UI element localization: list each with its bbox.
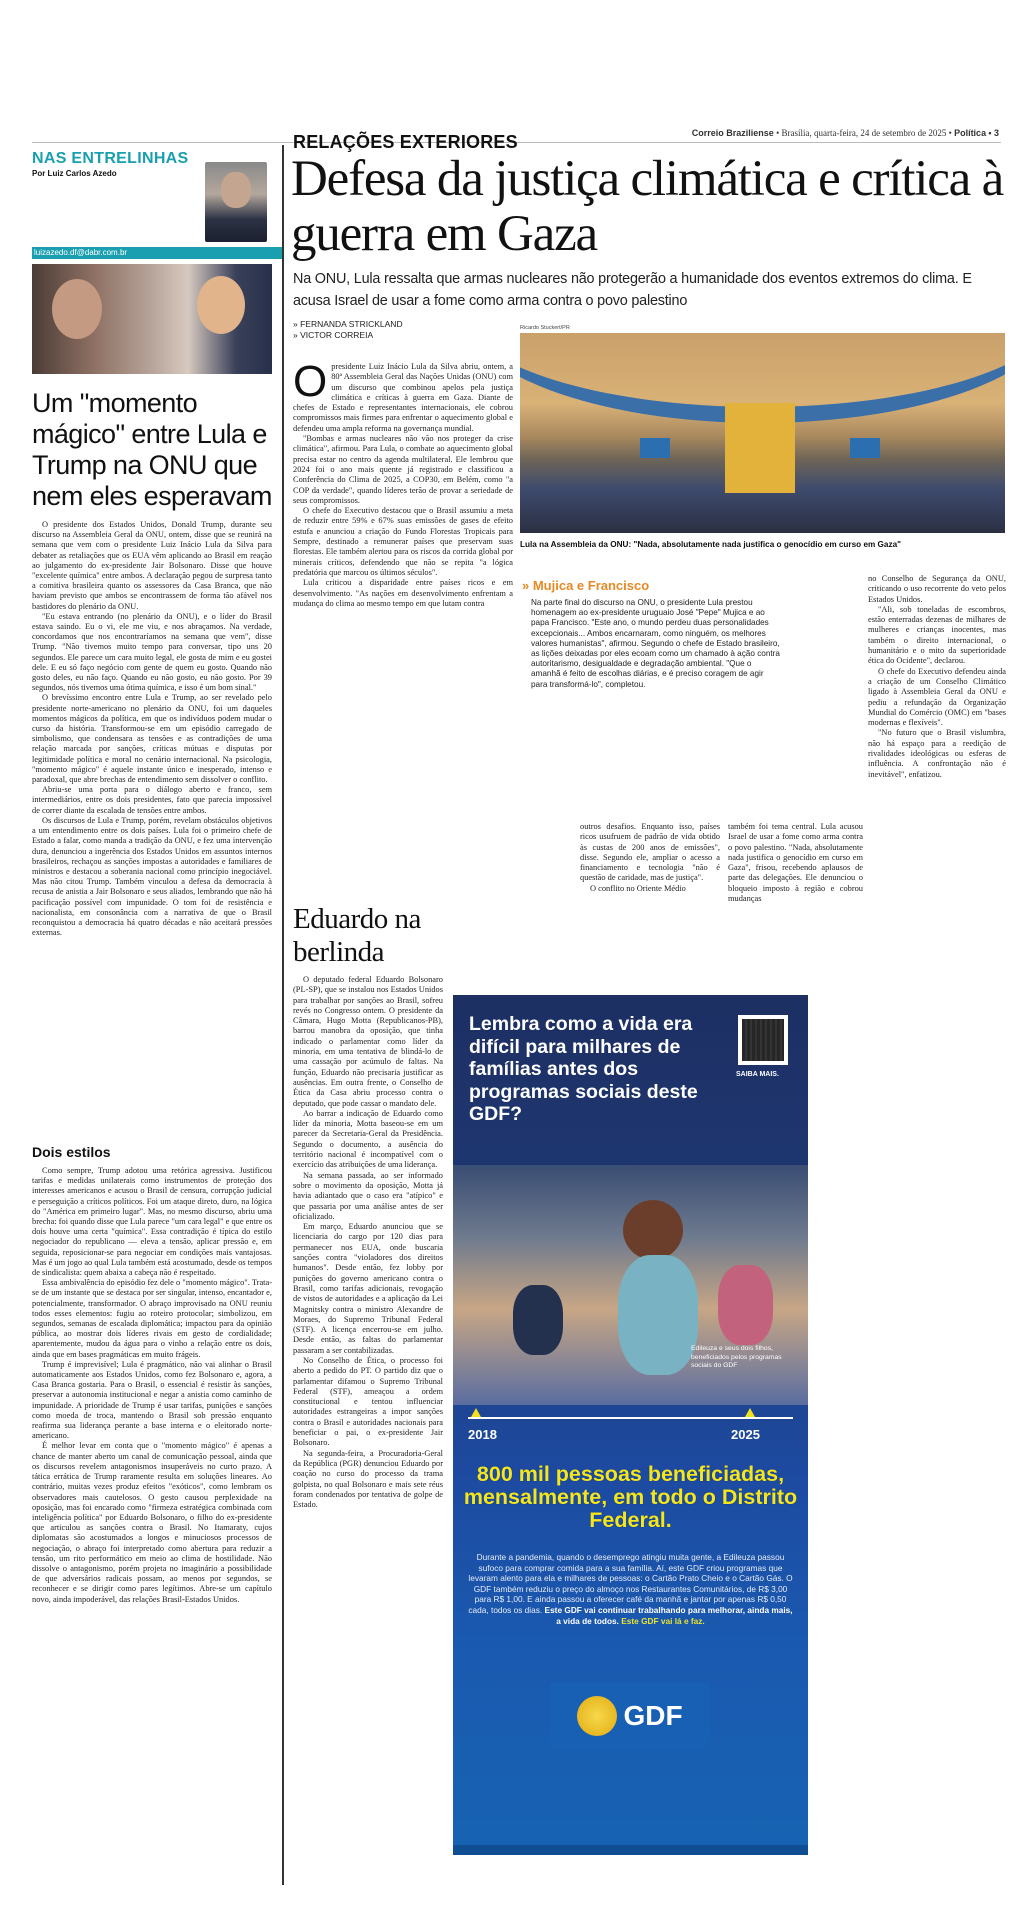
main-headline: Defesa da justiça climática e crítica à guerra em Gaza xyxy=(291,151,1004,262)
paragraph: Em março, Eduardo anunciou que se licenciaria do cargo por 120 dias para permanecer nos EUA, onde buscaria sanções contra "violadores dos direitos humanos". Desde então, fez lobby por punições do governo americano contra o Brasil, como tarifas adicionais, revogação de vistos de autoridades e a aplicação da Lei Magnitsky contra o ministro Alexandre de Moraes, do Supremo Tribunal Federal (STF). A licença encerrou-se em julho. Desde então, as faltas do parlamentar passaram a ser contabilizadas. xyxy=(293,1222,443,1355)
paragraph: Lula criticou a disparidade entre países ricos e em desenvolvimento. "As nações em desenvolvimento enfrentam a mudança do clima ao mesmo tempo em que lutam contra xyxy=(293,578,513,608)
paragraph: Abriu-se uma porta para o diálogo aberto e franco, sem intermediários, entre os dois presidentes, fato que parecia impossível de correr diante da escalada de tensões entre ambos. xyxy=(32,785,272,815)
main-body-col1 xyxy=(293,357,513,609)
photo-credit: Ricardo Stuckert/PR xyxy=(520,325,570,331)
column-body-part1 xyxy=(32,520,272,938)
main-body-col3 xyxy=(728,822,863,904)
paragraph: No Conselho de Ética, o processo foi aberto a pedido do PT. O partido diz que o parlamentar difamou o Supremo Tribunal Federal (STF), ameaçou a ordem constitucional e tentou influenciar autoridades estrangeiras a impor sanções contra o Brasil e autoridades nacionais para beneficiar o pai, o ex-presidente Jair Bolsonaro. xyxy=(293,1355,443,1448)
paragraph: Os discursos de Lula e Trump, porém, revelam obstáculos objetivos a um entendimento entre os dois países. Lula foi o primeiro chefe de Estado a falar, como manda a tradição da ONU, e fez uma intervenção dura, denunciou a ingerência dos Estados Unidos em assuntos internos brasileiros, rechaçou as sanções impostas a autoridades e familiares de ministros e destacou a soberania nacional como princípio inegociável. Mas não citou Trump. Também vinculou a defesa da democracia à recusa de anistia a Jair Bolsonaro e seus aliados, lembrando que não há pacificação possível com impunidade. O tom foi de resistência e nacionalista, em consonância com a narrativa de que o Brasil reconquistou a democracia há quatro décadas e não aceitará pressões externas. xyxy=(32,815,272,938)
paragraph: Como sempre, Trump adotou uma retórica agressiva. Justificou tarifas e medidas unilaterais como instrumentos de proteção dos interesses americanos e acusou o Brasil de censura, corrupção judicial e perseguição a críticos políticos. Foi um ataque direto, duro, na lógica do "América em primeiro lugar". Mas, no mesmo discurso, abriu uma brecha: foi quando disse que Lula parece "um cara legal" e que entre os dois houve uma certa "química". Essa contradição é típica do estilo negociador do republicano — eleva a tensão, aplicar pressão e, em seguida, reposicionar-se para negociar em condições mais vantajosas. Mas é um jogo ao qual Lula também está acostumado, desde os tempos de sindicalista: quem abaixa a cabeça não é respeitado. xyxy=(32,1166,272,1278)
page-number: • 3 xyxy=(988,128,999,138)
dropcap: O xyxy=(293,357,328,406)
paragraph: Essa ambivalência do episódio fez dele o "momento mágico". Trata-se de um instante que se destaca por ser singular, intenso, encantador e, potencialmente, transformador. O abraço improvisado na ONU reuniu todos esses elementos: fugiu ao roteiro protocolar; simbolizou, em segundos, semanas de escalada diplomática; impactou para da opinião pública, ao mostrar dois líderes rivais em gesto de cordialidade; aparentemente, mudou da água para o vinho a relação entre os dois, ainda que em bases pragmáticas em muito frágeis. xyxy=(32,1278,272,1359)
paragraph: O presidente dos Estados Unidos, Donald Trump, durante seu discurso na Assembleia Geral da ONU, ontem, disse que se reunirá na semana que vem com o presidente Luiz Inácio Lula da Silva para debater as retaliações que os EUA vêm aplicando ao Brasil em reação ao julgamento do ex-presidente Jair Bolsonaro. Disse que houve "excelente química" entre ambos. A declaração pegou de surpresa tanto a comitiva brasileira quanto os assessores da Casa Branca, que não haviam previsto que ambos se encontrassem de forma tão afável nos bastidores do plenário da ONU. xyxy=(32,520,272,611)
column-headline: Um "momento mágico" entre Lula e Trump na ONU que nem eles esperavam xyxy=(32,388,272,511)
ad-body-text: Durante a pandemia, quando o desemprego atingiu muita gente, a Edileuza passou sufoco para comprar comida para a sua família. Aí, este GDF criou programas que levaram alento para ela e milhares de pessoas: o Cartão Prato Cheio e o Cartão Gás. O GDF também reduziu o preço do almoço nos Restaurantes Comunitários, de R$ 3,00 para R$ 1,00. E ainda passou a oferecer café da manhã e jantar por apenas R$ 0,50 cada, todos os dias. xyxy=(468,1552,793,1615)
column-subhead: Dois estilos xyxy=(32,1144,111,1160)
author-email-link[interactable]: luizazedo.df@dabr.com.br xyxy=(34,248,128,257)
box-headline: » Mujica e Francisco xyxy=(522,578,650,593)
ad-body xyxy=(465,1552,796,1626)
bylines xyxy=(293,319,403,341)
paragraph: É melhor levar em conta que o "momento mágico" é apenas a chance de manter aberto um canal de comunicação pessoal, ainda que os discursos revelem antagonismos insuperáveis no curto prazo. A tática errática de Trump raramente resulta em soluções lineares. Ao contrário, muitas vezes produz efeitos "exóticos", como lembram os observadores mais cautelosos. O gesto causou perplexidade na oposição, mas foi encarado como "firmeza estratégica combinada com inteligência política" por Eduardo Bolsonaro, o filho do ex-presidente que articulou as sanções contra o Brasil. No Itamaraty, cujos diplomatas são acostumados a longos e minuciosos processos de negociação, o abraço foi interpretado como abertura para reduzir a tensão, um rito performático em meio ao clima de hostilidade. Não dissolve o antagonismo, porém projeta no imaginário a possibilidade de que adversários radicais possam, ao menos por segundos, se reconhecer e se dirigir como pares legítimos. Abre-se um capítulo novo, ainda impoderável, das relações Brasil-Estados Unidos. xyxy=(32,1441,272,1604)
section-kicker: RELAÇÕES EXTERIORES xyxy=(293,132,518,152)
dateline: • Brasília, quarta-feira, 24 de setembro de 2025 • xyxy=(776,128,952,138)
paragraph: presidente Luiz Inácio Lula da Silva abriu, ontem, a 80ª Assembleia Geral das Nações Unidas (ONU) com um discurso que combinou apelos pela justiça climática e críticas à guerra em Gaza. Diante de chefes de Estado e representantes internacionais, ele cobrou compromissos mais firmes para enfrentar o aquecimento global e defendeu uma ampla reforma na governança mundial. xyxy=(293,362,513,433)
ad-title: Lembra como a vida era difícil para milhares de famílias antes dos programas sociais deste GDF? xyxy=(469,1013,698,1125)
author-photo xyxy=(205,162,267,242)
ad-body-bold: Este GDF vai continuar trabalhando para melhorar, ainda mais, a vida de todos. xyxy=(544,1604,793,1626)
running-head xyxy=(692,128,999,138)
column-kicker: NAS ENTRELINHAS xyxy=(32,150,189,167)
paragraph: O chefe do Executivo defendeu ainda a criação de um Conselho Climático ligado à Assembleia Geral da ONU e pediu a refundação da Organização Mundial do Comércio (OMC) em "bases modernas e flexíveis". xyxy=(868,666,1006,728)
ad-photo-caption: Edileuza e seus dois filhos, beneficiados pelos programas sociais do GDF xyxy=(691,1345,782,1369)
paragraph: "No futuro que o Brasil vislumbra, não há espaço para a reedição de rivalidades ideológicas ou esferas de influência. A confrontação não é inevitável", enfatizou. xyxy=(868,728,1006,779)
paper-name: Correio Braziliense xyxy=(691,128,774,138)
paragraph: Trump é imprevisível; Lula é pragmático, não vai alinhar o Brasil automaticamente aos Estados Unidos, como fez Bolsonaro e, agora, a Casa Branca gostaria. Para o Brasil, o essencial é resistir às sanções, preservar a autonomia institucional e negar a anistia como caminho de impunidade. A prioridade de Trump é usar tarifas, punições e sanções como moeda de troca, mantendo o Brasil sob pressão enquanto reafirma sua liderança perante a base interna e o eleitorado norte-americano. xyxy=(32,1359,272,1441)
lula-trump-photo xyxy=(32,264,272,374)
ad-bottom-band xyxy=(453,1845,808,1855)
column-body-part2 xyxy=(32,1166,272,1605)
eduardo-body xyxy=(293,975,443,1510)
eduardo-headline: Eduardo na berlinda xyxy=(293,903,421,968)
paragraph: "Ali, sob toneladas de escombros, estão enterradas dezenas de milhares de mulheres e crianças inocentes, mas também o direito internacional, o humanitário e o mito da superioridade ética do Ocidente", declarou. xyxy=(868,604,1006,666)
paragraph: O chefe do Executivo destacou que o Brasil assumiu a meta de reduzir entre 59% e 67% suas emissões de gases de efeito estufa e anunciou a criação do Fundo Florestas Tropicais para Sempre, destinado a remunerar países que preservam suas florestas. Ele também alertou para os riscos da corrida global por minerais críticos, defendendo que não se repita "a lógica predatória que marcou os últimos séculos". xyxy=(293,506,513,577)
paragraph: Ao barrar a indicação de Eduardo como líder da minoria, Motta baseou-se em um parecer da Secretaria-Geral da Presidência. Segundo o documento, a ausência do território nacional é incompatível com o exercício das atribuições de uma liderança. xyxy=(293,1108,443,1170)
timeline-line xyxy=(468,1417,793,1419)
saiba-mais-label[interactable]: SAIBA MAIS. xyxy=(736,1071,779,1078)
gdf-logo-text: GDF xyxy=(623,1700,683,1731)
year-end: 2025 xyxy=(731,1427,760,1442)
byline: » FERNANDA STRICKLAND xyxy=(293,319,403,329)
column-byline: Por Luiz Carlos Azedo xyxy=(32,169,117,178)
main-body-col2 xyxy=(580,822,720,894)
gdf-logo xyxy=(550,1683,710,1749)
un-assembly-photo xyxy=(520,333,1005,533)
ad-headline: 800 mil pessoas beneficiadas, mensalmente, em todo o Distrito Federal. xyxy=(463,1462,798,1532)
byline: » VICTOR CORREIA xyxy=(293,330,374,340)
paragraph: Na segunda-feira, a Procuradoria-Geral da República (PGR) denunciou Eduardo por coação no curso do processo da trama golpista, no qual Bolsonaro e mais sete réus foram condenados por tentativa de golpe de Estado. xyxy=(293,1448,443,1510)
ad-slogan: Este GDF vai lá e faz. xyxy=(621,1615,705,1626)
qr-code-icon[interactable] xyxy=(738,1015,788,1065)
paragraph: "Bombas e armas nucleares não vão nos proteger da crise climática", afirmou. Para Lula, o combate ao aquecimento global precisa estar no centro da agenda multilateral. Ele lembrou que 2024 foi o ano mais quente já registrado e classificou a Conferência do Clima de 2025, a COP30, em Belém, como "a COP da verdade", quando líderes terão de provar a seriedade de seus compromissos. xyxy=(293,434,513,505)
gdf-advertisement[interactable] xyxy=(453,995,808,1855)
paragraph: outros desafios. Enquanto isso, países ricos usufruem de padrão de vida obtido às custas de 200 anos de emissões", disse. Segundo ele, ampliar o acesso a financiamento e tecnologia "não é questão de caridade, mas de justiça". xyxy=(580,822,720,883)
section-name: Política xyxy=(954,128,987,138)
year-start: 2018 xyxy=(468,1427,497,1442)
column-divider xyxy=(282,145,284,1885)
box-text: Na parte final do discurso na ONU, o presidente Lula prestou homenagem ao ex-presidente uruguaio José "Pepe" Mujica e ao papa Francisco. "Este ano, o mundo perdeu duas personalidades excepcionais... Ambos encarnaram, como ninguém, os melhores valores humanistas", afirmou. Segundo o chefe de Estado brasileiro, as lições deixadas por eles ecoam como um chamado à ação contra autoritarismo, desigualdade e degradação ambiental. "Que o amanhã é feito de escolhas diárias, e é preciso coragem de agir para transformá-lo", completou. xyxy=(531,598,780,689)
paragraph: Na semana passada, ao ser informado sobre o movimento da oposição, Motta já havia adiantado que o caso era "atípico" e que passaria por uma análise antes de ser oficializado. xyxy=(293,1170,443,1221)
paragraph: no Conselho de Segurança da ONU, criticando o uso recorrente do veto pelos Estados Unidos. xyxy=(868,574,1006,604)
ipe-tree-icon xyxy=(577,1696,617,1736)
photo-caption: Lula na Assembleia da ONU: "Nada, absolutamente nada justifica o genocídio em curso em Gaza" xyxy=(520,540,901,549)
paragraph: O brevíssimo encontro entre Lula e Trump, ao ser revelado pelo presidente norte-americano no plenário da ONU, foi um daqueles momentos mágicos da política, em que os indivíduos podem mudar o curso da história. Transformou-se em um episódio carregado de simbolismo, que condensara as tensões e as contradições de uma relação marcada por sanções, críticas mútuas e disputas por legitimidade política e moral no cenário internacional. Na psicologia, "momento mágico" é aquele instante único e inesperado, intenso e paradoxal, que abre brechas de entendimento sem dissolver o conflito. xyxy=(32,693,272,785)
paragraph: O conflito no Oriente Médio xyxy=(590,883,686,893)
paragraph: "Eu estava entrando (no plenário da ONU), e o líder do Brasil estava saindo. Eu o vi, ele me viu, e nos abraçamos. Na verdade, concordamos que nos encontraríamos na semana que vem", disse Trump. "Não tivemos muito tempo para conversar, tipo uns 20 segundos. Ele parece um cara muito legal, ele gosta de mim e eu gostei dele. E eu só faço negócio com gente de quem eu gosto. Quando não gosto deles, eu não faço. Quando eu não gosto, eu não gosto. Por 39 segundos, nós tivemos uma ótima química, e isso é um bom sinal." xyxy=(32,611,272,693)
main-deck: Na ONU, Lula ressalta que armas nucleares não protegerão a humanidade dos eventos extremos do clima. E acusa Israel de usar a fome como arma contra o povo palestino xyxy=(293,271,972,309)
paragraph: O deputado federal Eduardo Bolsonaro (PL-SP), que se instalou nos Estados Unidos para trabalhar por sanções ao Brasil, sofreu revés no Congresso ontem. O presidente da Câmara, Hugo Motta (Republicanos-PB), barrou manobra da oposição, que tinha indicado o parlamentar como líder da minoria, em uma tentativa de blindá-lo de uma cassação por acúmulo de faltas. Na função, Eduardo não precisaria justificar as ausências. Em outra frente, o Conselho de Ética da Casa abriu processo contra o deputado, que pode cassar o mandato dele. xyxy=(293,975,443,1108)
paragraph: também foi tema central. Lula acusou Israel de usar a fome como arma contra o povo palestino. "Nada, absolutamente nada justifica o genocídio em curso em Gaza", frisou, recebendo aplausos de parte das delegações. Ele denunciou o bloqueio imposto à região e cobrou mudanças xyxy=(728,822,863,904)
triangle-marker-icon xyxy=(745,1408,755,1417)
main-body-col4 xyxy=(868,574,1006,780)
triangle-marker-icon xyxy=(471,1408,481,1417)
